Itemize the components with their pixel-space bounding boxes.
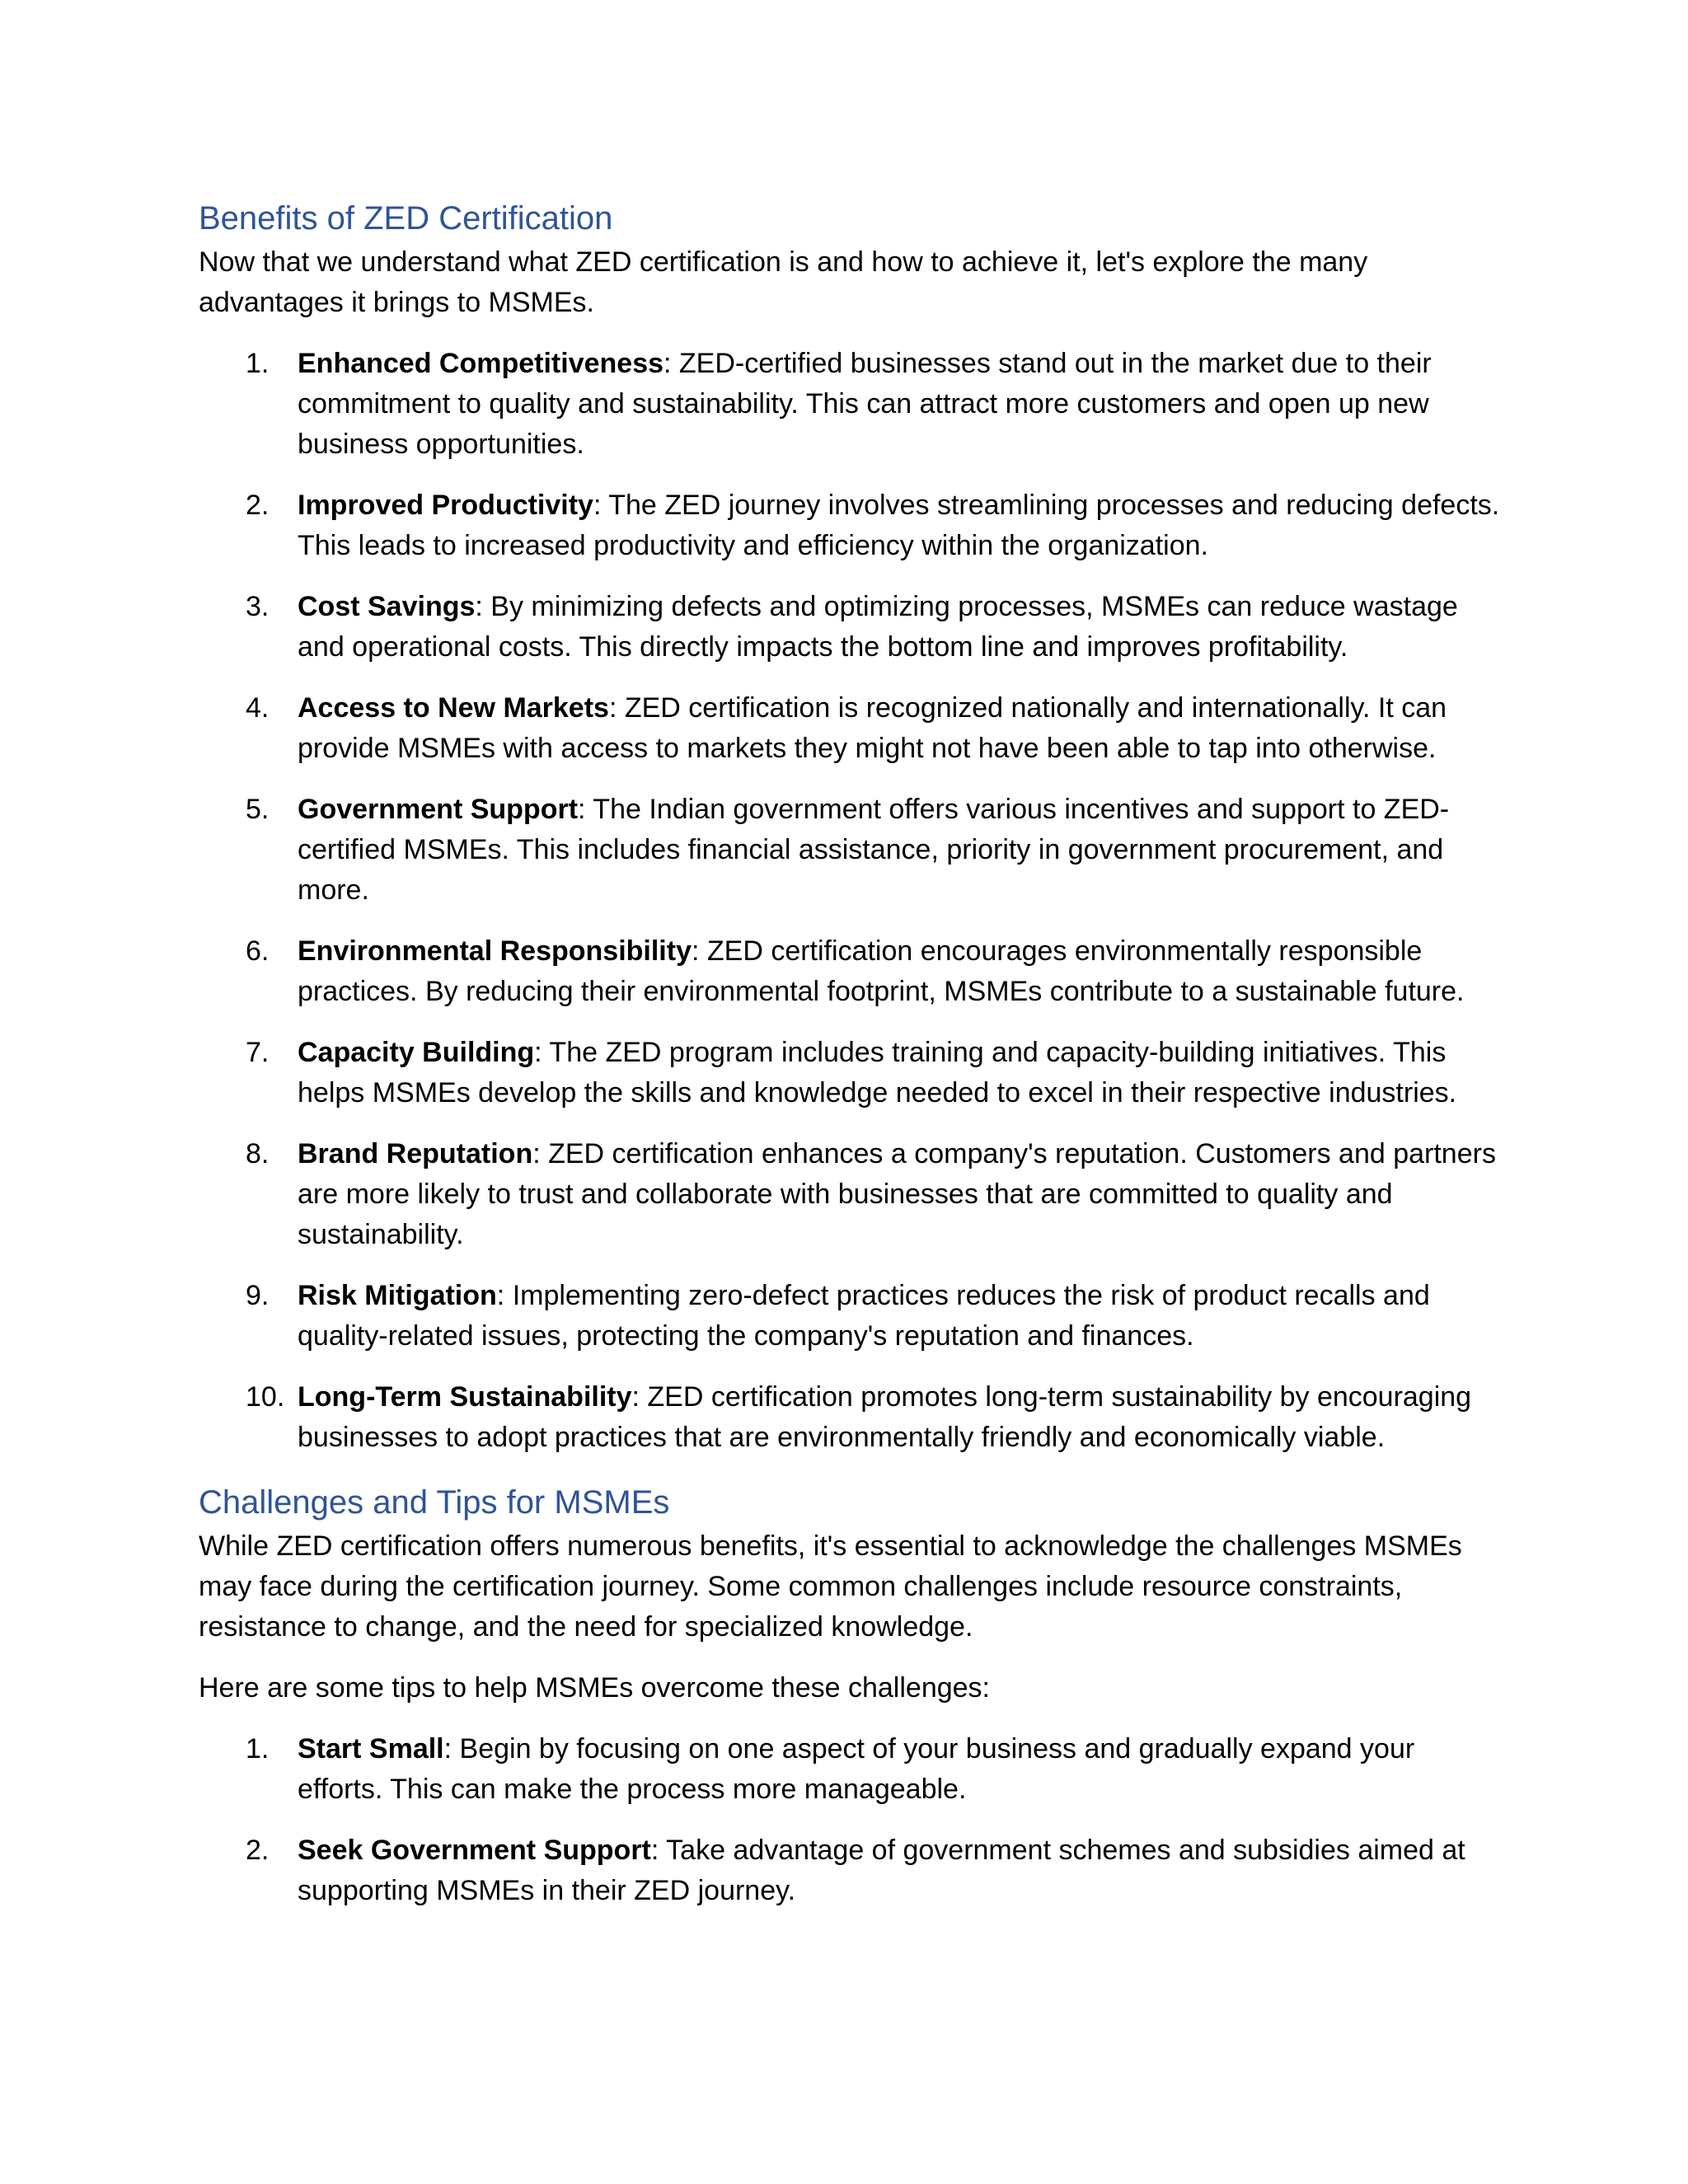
list-item (199, 1134, 1501, 1255)
list-text: : ZED certification promotes long-term sustainability by encouraging businesses to adopt practices that are environmentally friendly and economically viable. (298, 1381, 1472, 1453)
tips-list (199, 1729, 1501, 1911)
list-item (199, 1377, 1501, 1458)
tips-intro-paragraph: Here are some tips to help MSMEs overcome these challenges: (199, 1672, 991, 1704)
challenges-intro-paragraph: While ZED certification offers numerous benefits, it's essential to acknowledge the challenges MSMEs may face during the certification journey. Some common challenges include resource constraints, resistance to change, and the need for specialized knowledge. (199, 1530, 1462, 1643)
list-term: Brand Reputation (298, 1138, 533, 1169)
list-term: Cost Savings (298, 591, 476, 622)
list-text: : Begin by focusing on one aspect of your business and gradually expand your efforts. This can make the process more manageable. (298, 1733, 1415, 1805)
list-term: Improved Productivity (298, 490, 593, 521)
list-text: : The ZED journey involves streamlining processes and reducing defects. This leads to increased productivity and efficiency within the organization. (298, 490, 1500, 561)
list-number: 8. (246, 1138, 270, 1169)
list-number: 1. (246, 348, 270, 379)
list-text: : The ZED program includes training and capacity-building initiatives. This helps MSMEs develop the skills and knowledge needed to excel in their respective industries. (298, 1037, 1457, 1108)
list-number: 3. (246, 591, 270, 622)
benefits-list (199, 344, 1501, 1458)
list-term: Start Small (298, 1733, 444, 1765)
list-number: 2. (246, 1835, 270, 1866)
list-term: Access to New Markets (298, 692, 609, 724)
list-term: Environmental Responsibility (298, 935, 692, 967)
list-term: Enhanced Competitiveness (298, 348, 664, 379)
list-text: : ZED certification is recognized nationally and internationally. It can provide MSMEs with access to markets they might not have been able to tap into otherwise. (298, 692, 1447, 764)
document-content (199, 194, 1501, 1932)
list-term: Government Support (298, 794, 579, 825)
list-term: Seek Government Support (298, 1835, 651, 1866)
list-text: : Take advantage of government schemes and subsidies aimed at supporting MSMEs in their ZED journey. (298, 1835, 1465, 1906)
list-item (199, 1276, 1501, 1357)
list-item (199, 688, 1501, 769)
list-item (199, 485, 1501, 566)
list-item (199, 1729, 1501, 1810)
list-number: 2. (246, 490, 270, 521)
list-item (199, 587, 1501, 668)
list-number: 1. (246, 1733, 270, 1765)
list-number: 7. (246, 1037, 270, 1068)
list-term: Risk Mitigation (298, 1280, 497, 1311)
list-text: : Implementing zero-defect practices reduces the risk of product recalls and quality-related issues, protecting the company's reputation and finances. (298, 1280, 1430, 1352)
list-text: : ZED certification enhances a company's reputation. Customers and partners are more likely to trust and collaborate with businesses that are committed to quality and sustainability. (298, 1138, 1496, 1250)
list-item (199, 1033, 1501, 1113)
benefits-intro-paragraph: Now that we understand what ZED certification is and how to achieve it, let's explore the many advantages it brings to MSMEs. (199, 246, 1368, 318)
list-number: 10. (246, 1381, 285, 1413)
list-text: : By minimizing defects and optimizing processes, MSMEs can reduce wastage and operational costs. This directly impacts the bottom line and improves profitability. (298, 591, 1458, 663)
section-heading-challenges: Challenges and Tips for MSMEs (199, 1484, 670, 1521)
list-number: 6. (246, 935, 270, 967)
list-item (199, 344, 1501, 465)
list-item (199, 1830, 1501, 1911)
list-item (199, 790, 1501, 911)
list-number: 9. (246, 1280, 270, 1311)
section-heading-benefits: Benefits of ZED Certification (199, 200, 613, 237)
list-term: Long-Term Sustainability (298, 1381, 632, 1413)
list-text: : ZED-certified businesses stand out in the market due to their commitment to quality and sustainability. This can attract more customers and open up new business opportunities. (298, 348, 1432, 460)
list-number: 5. (246, 794, 270, 825)
list-text: : ZED certification encourages environmentally responsible practices. By reducing their environmental footprint, MSMEs contribute to a sustainable future. (298, 935, 1465, 1007)
list-number: 4. (246, 692, 270, 724)
list-item (199, 931, 1501, 1012)
list-text: : The Indian government offers various incentives and support to ZED-certified MSMEs. This includes financial assistance, priority in government procurement, and more. (298, 794, 1450, 906)
list-term: Capacity Building (298, 1037, 535, 1068)
